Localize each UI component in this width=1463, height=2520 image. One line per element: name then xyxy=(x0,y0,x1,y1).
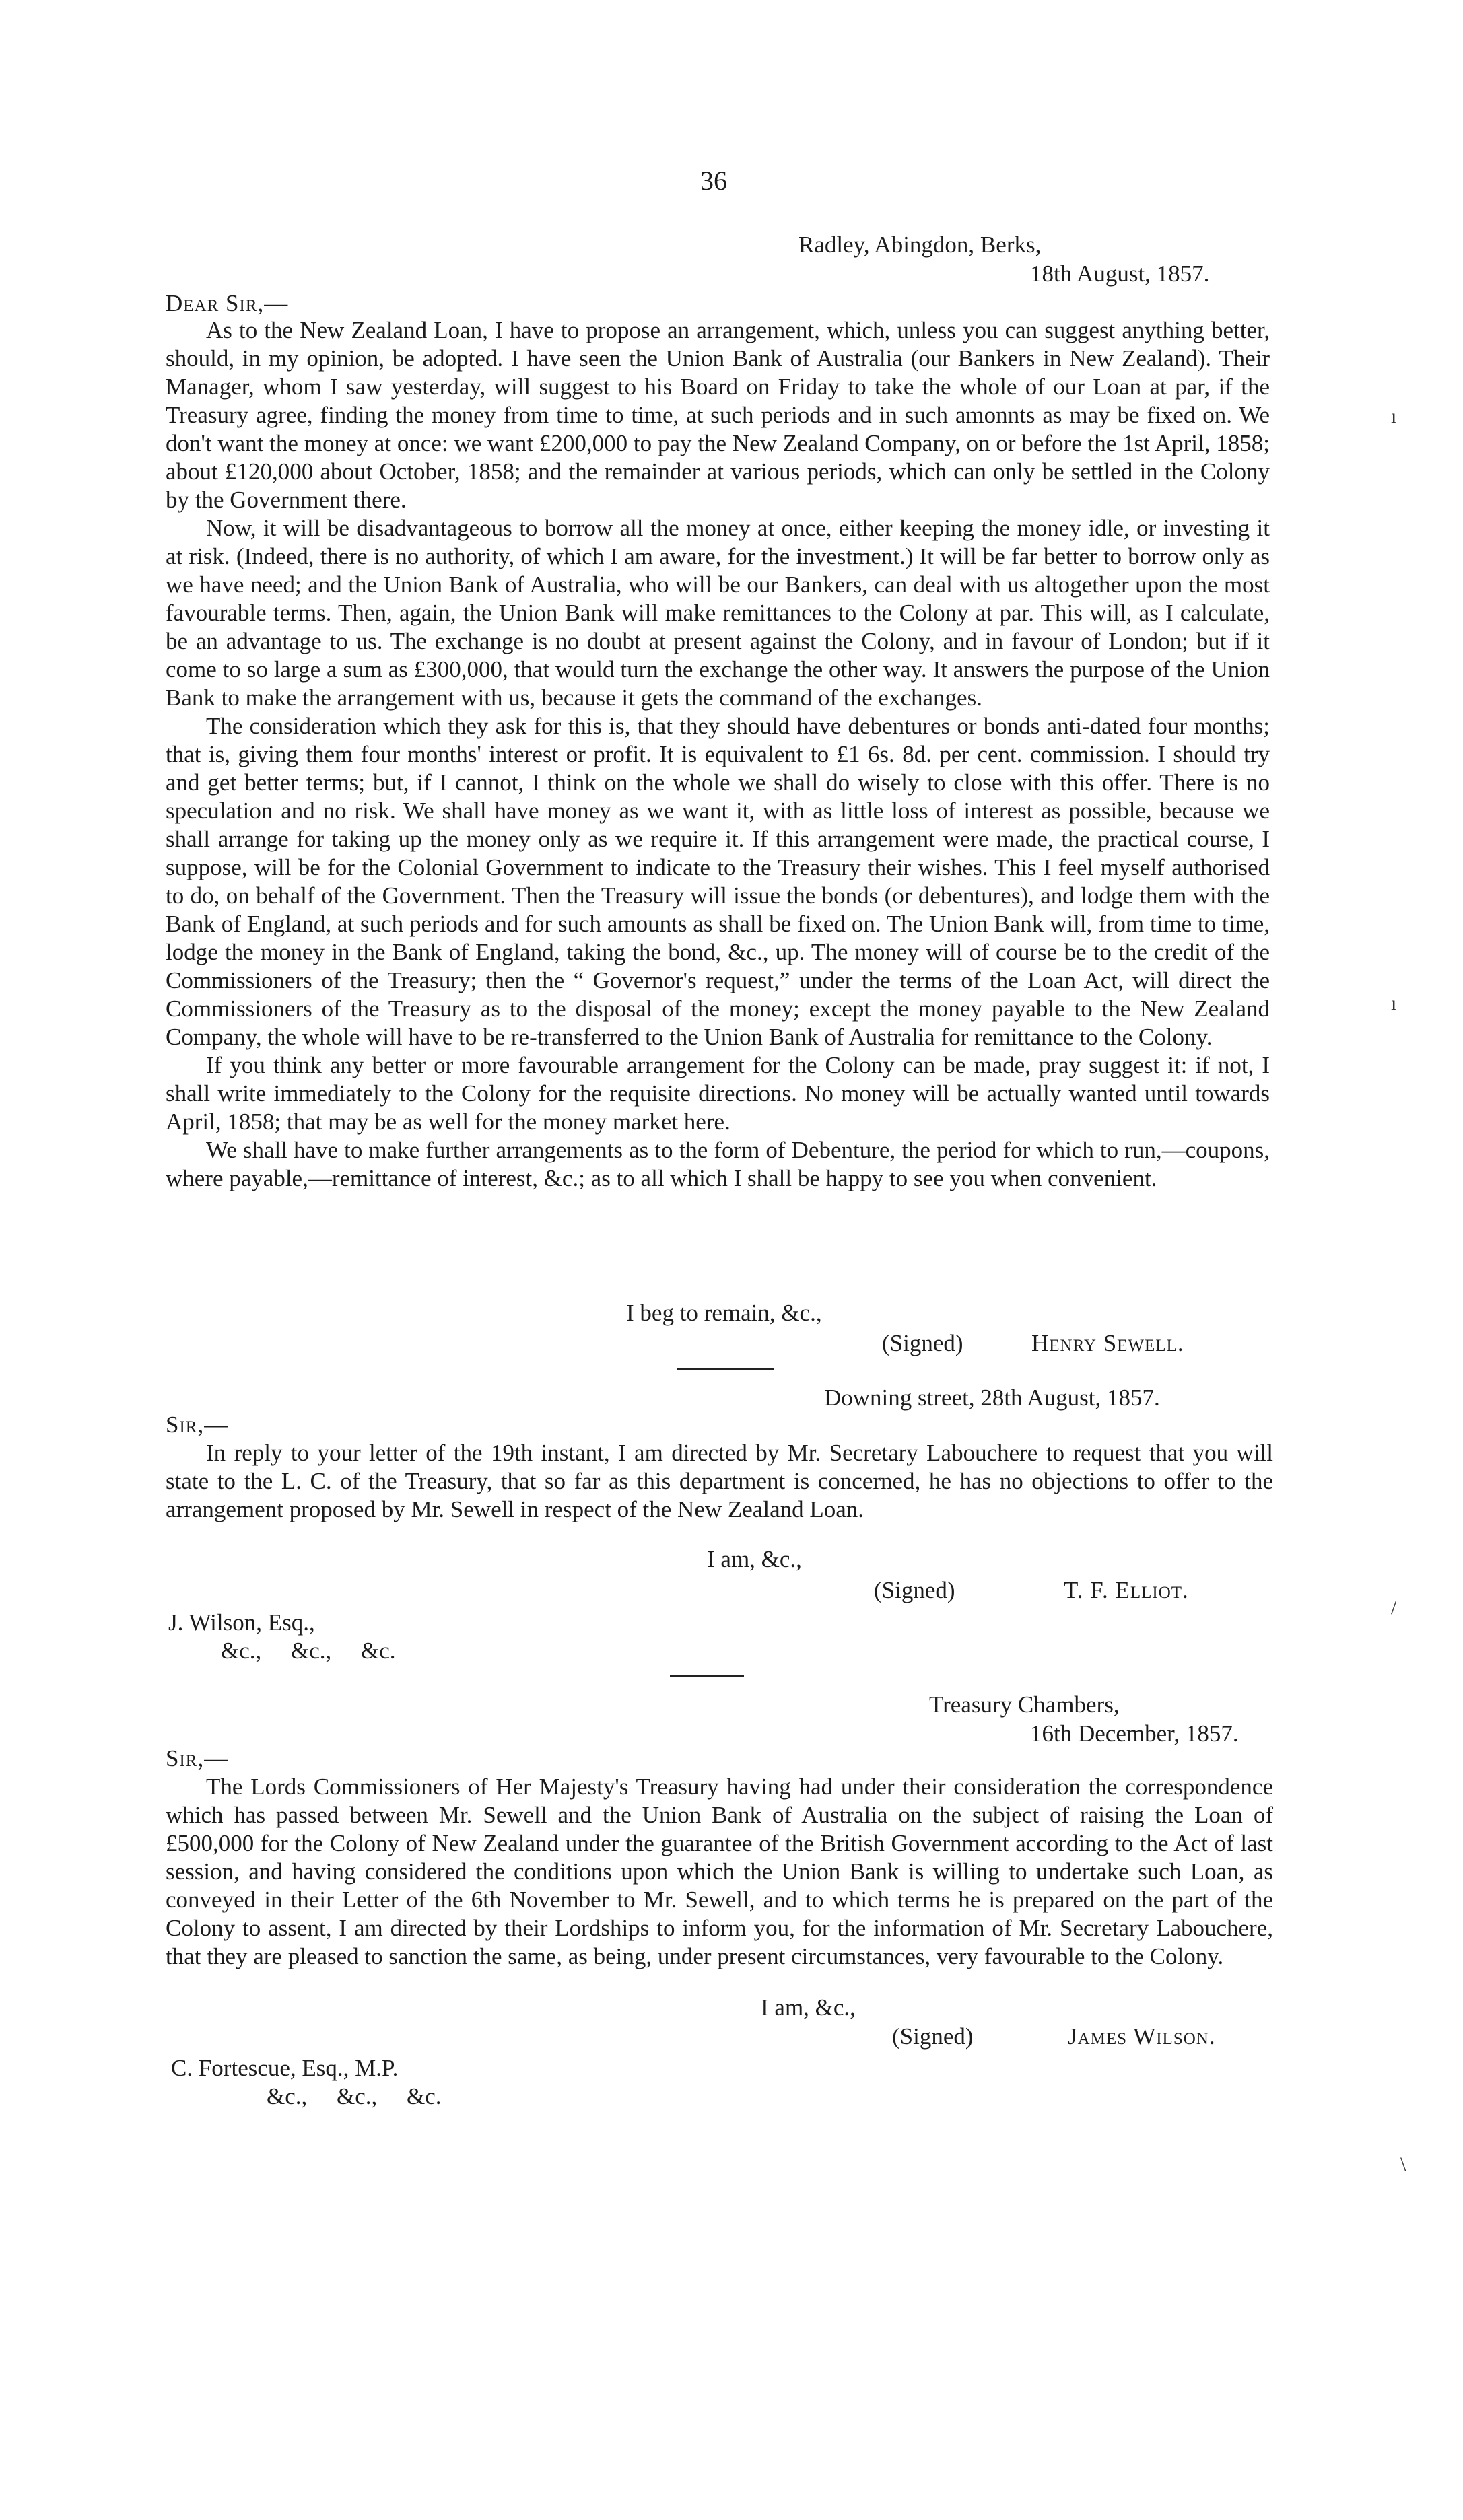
letter3-signatory: James Wilson. xyxy=(1068,2023,1216,2050)
letter2-closing: I am, &c., xyxy=(707,1546,802,1572)
letter3-addressee-etc: &c., &c., &c. xyxy=(267,2083,442,2109)
letter1-paragraph: If you think any better or more favourable arrangement for the Colony can be made, pray suggest it: if not, I shall write immediately to the Colony for the requisite directions. No money will be actually wanted until towards April, 1858; that may be as well for the money market here. xyxy=(166,1052,1270,1135)
letter1-signatory: Henry Sewell. xyxy=(1031,1330,1184,1356)
letter2-place-date: Downing street, 28th August, 1857. xyxy=(824,1385,1160,1411)
margin-mark: / xyxy=(1391,1597,1397,1619)
page-number: 36 xyxy=(700,166,727,196)
letter1-signed: (Signed) xyxy=(882,1330,963,1356)
letter1-place: Radley, Abingdon, Berks, xyxy=(798,232,1042,258)
letter3-closing: I am, &c., xyxy=(761,1994,856,2021)
letter2-signatory: T. F. Elliot. xyxy=(1064,1577,1189,1603)
margin-mark: ı xyxy=(1391,992,1397,1014)
letter1-paragraph: The consideration which they ask for this is, that they should have debentures or bonds anti-dated four months; that is, giving them four months' interest or profit. It is equivalent to £1 6s. 8d. per cent. commission. I should try and get better terms; but, if I cannot, I think on the whole we shall do wisely to close with this offer. There is no speculation and no risk. We shall have money as we want it, with as little loss of interest as possible, because we shall arrange for taking up the money only as we require it. If this arrangement were made, the practical course, I suppose, will be for the Colonial Government to indicate to the Treasury their wishes. This I feel myself authorised to do, on behalf of the Government. Then the Treasury will issue the bonds (or debentures), and lodge them with the Bank of England, at such periods and for such amounts as shall be fixed on. The Union Bank will, from time to time, lodge the money in the Bank of England, taking the bond, &c., up. The money will of course be to the credit of the Commissioners of the Treasury; then the “ Governor's request,” under the terms of the Loan Act, will direct the Commissioners of the Treasury as to the disposal of the money; except the money payable to the New Zealand Company, the whole will have to be re-transferred to the Union Bank of Australia for remittance to the Colony. xyxy=(166,713,1270,1050)
letter2-addressee: J. Wilson, Esq., xyxy=(168,1609,315,1636)
letter1-paragraph: As to the New Zealand Loan, I have to propose an arrangement, which, unless you can suggest anything better, should, in my opinion, be adopted. I have seen the Union Bank of Australia (our Bankers in New Zealand). Their Manager, whom I saw yesterday, will suggest to his Board on Friday to take the whole of our Loan at par, if the Treasury agree, finding the money from time to time, at such periods and in such amonnts as may be fixed on. We don't want the money at once: we want £200,000 to pay the New Zealand Company, on or before the 1st April, 1858; about £120,000 about October, 1858; and the remainder at various periods, which can only be settled in the Colony by the Government there. xyxy=(166,317,1270,513)
margin-mark: \ xyxy=(1400,2153,1406,2175)
letter3-place: Treasury Chambers, xyxy=(929,1691,1120,1718)
letter3-addressee: C. Fortescue, Esq., M.P. xyxy=(171,2055,399,2081)
letter3-salutation: Sir,— xyxy=(166,1745,229,1772)
letter3-signed: (Signed) xyxy=(892,2023,974,2050)
letter2-signed: (Signed) xyxy=(874,1577,955,1603)
letter2-addressee-etc: &c., &c., &c. xyxy=(221,1638,396,1664)
letter1-paragraph: Now, it will be disadvantageous to borrow all the money at once, either keeping the money idle, or investing it at risk. (Indeed, there is no authority, of which I am aware, for the investment.) It will be far better to borrow only as we have need; and the Union Bank of Australia, who will be our Bankers, can deal with us altogether upon the most favourable terms. Then, again, the Union Bank will make remittances to the Colony at par. This will, as I calculate, be an advantage to us. The exchange is no doubt at present against the Colony, and in favour of London; but if it come to so large a sum as £300,000, that would turn the exchange the other way. It answers the purpose of the Union Bank to make the arrangement with us, because it gets the command of the exchanges. xyxy=(166,515,1270,711)
letter3-date: 16th December, 1857. xyxy=(1030,1720,1239,1747)
letter1-body xyxy=(166,316,1270,1193)
letter2-salutation: Sir,— xyxy=(166,1411,229,1438)
letter3-body xyxy=(166,1773,1273,1971)
letter1-closing: I beg to remain, &c., xyxy=(626,1300,822,1326)
separator-rule xyxy=(670,1675,744,1677)
letter2-body xyxy=(166,1439,1273,1524)
letter2-paragraph: In reply to your letter of the 19th instant, I am directed by Mr. Secretary Labouchere to request that you will state to the L. C. of the Treasury, that so far as this department is concerned, he has no objections to offer to the arrangement proposed by Mr. Sewell in respect of the New Zealand Loan. xyxy=(166,1440,1273,1523)
letter3-paragraph: The Lords Commissioners of Her Majesty's Treasury having had under their consideration the correspondence which has passed between Mr. Sewell and the Union Bank of Australia on the subject of raising the Loan of £500,000 for the Colony of New Zealand under the guarantee of the British Government according to the Act of last session, and having considered the conditions upon which the Union Bank is willing to undertake such Loan, as conveyed in their Letter of the 6th November to Mr. Sewell, and to which terms he is prepared on the part of the Colony to assent, I am directed by their Lordships to inform you, for the information of Mr. Secretary Labouchere, that they are pleased to sanction the same, as being, under present circumstances, very favourable to the Colony. xyxy=(166,1774,1273,1969)
letter1-date: 18th August, 1857. xyxy=(1030,260,1210,287)
separator-rule xyxy=(677,1368,774,1370)
letter1-salutation: Dear Sir,— xyxy=(166,290,289,316)
letter1-paragraph: We shall have to make further arrangements as to the form of Debenture, the period for which to run,—coupons, where payable,—remittance of interest, &c.; as to all which I shall be happy to see you when convenient. xyxy=(166,1137,1270,1191)
margin-mark: ı xyxy=(1391,405,1397,427)
